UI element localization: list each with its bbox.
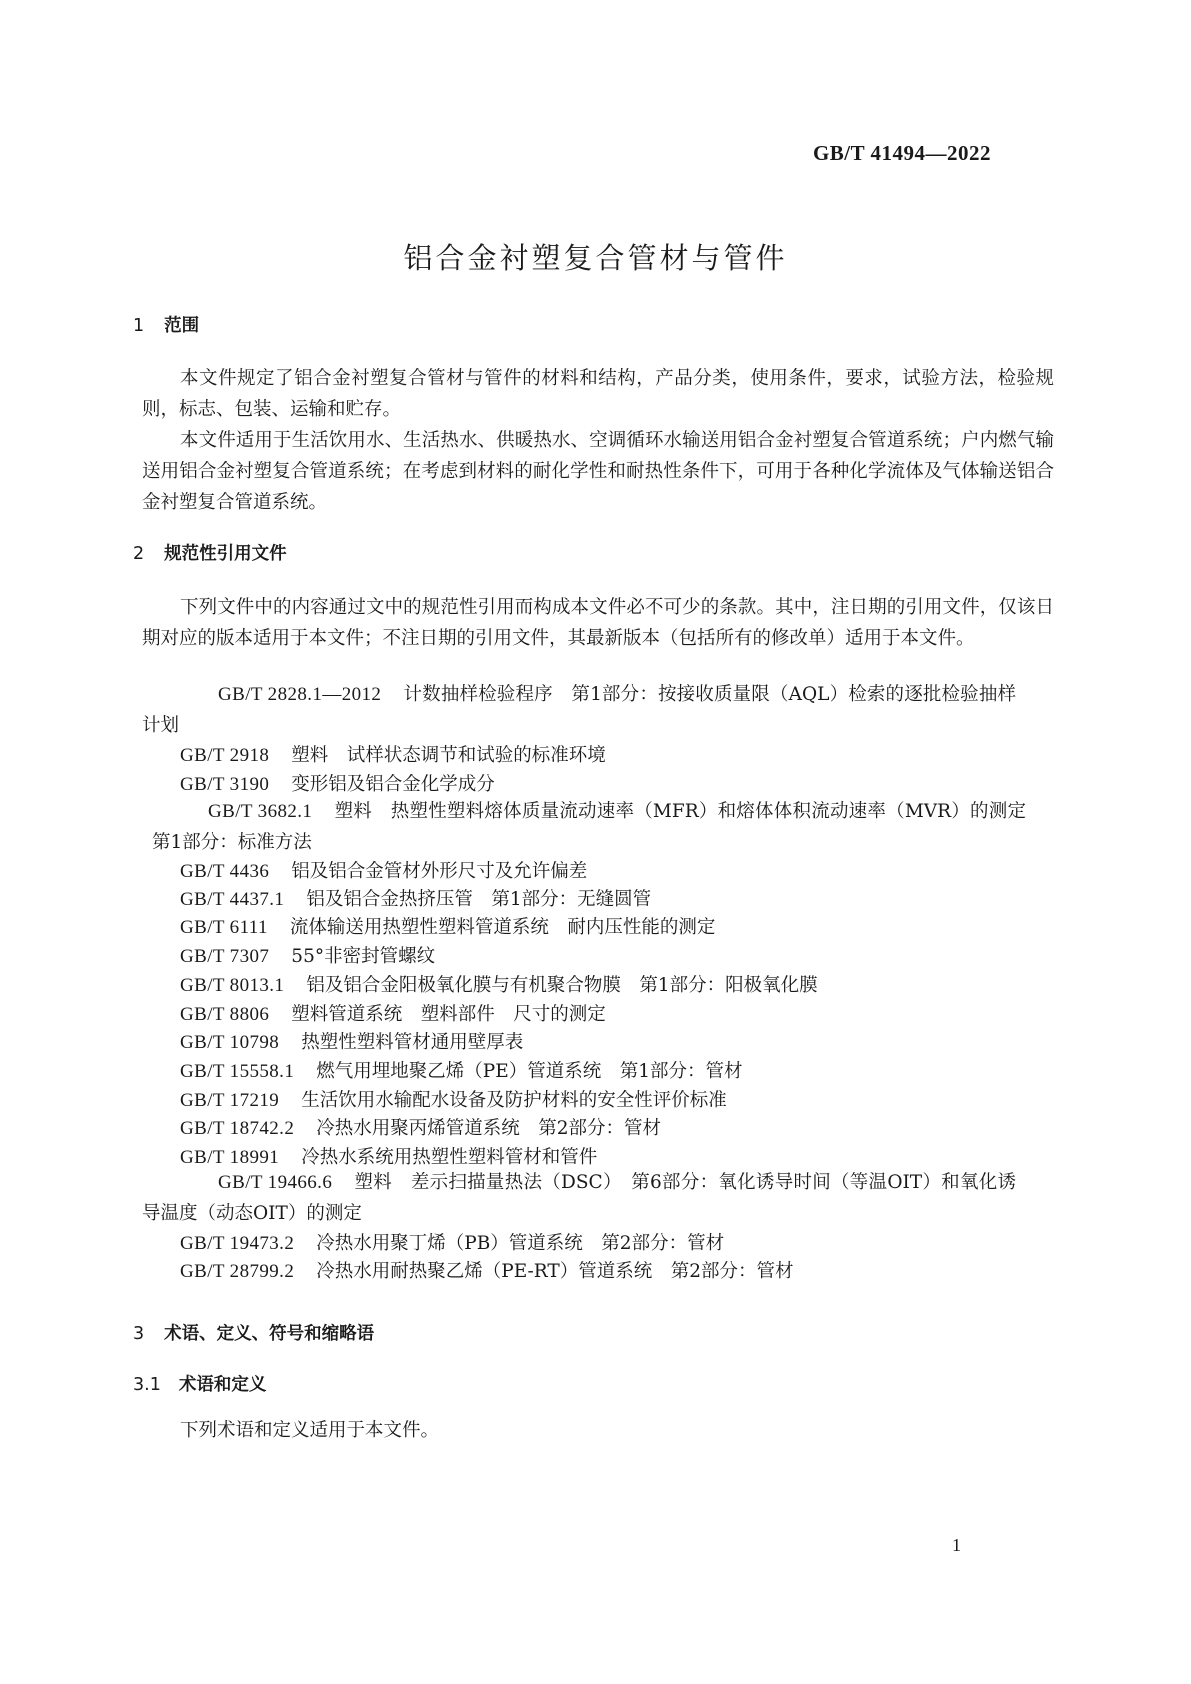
reference-item <box>180 971 818 1002</box>
section-number: 3 <box>133 1324 145 1344</box>
reference-code: GB/T 2828.1—2012 <box>218 684 382 705</box>
reference-code: GB/T 3682.1 <box>208 801 313 822</box>
scope-paragraph-1: 本文件规定了铝合金衬塑复合管材与管件的材料和结构，产品分类，使用条件，要求，试验方法，检验规则，标志、包装、运输和贮存。 <box>142 368 1054 420</box>
reference-item <box>142 1168 1016 1230</box>
reference-item <box>180 1086 727 1117</box>
reference-title: 变形铝及铝合金化学成分 <box>291 774 495 795</box>
section-title: 术语、定义、符号和缩略语 <box>164 1324 375 1344</box>
reference-code: GB/T 19473.2 <box>180 1233 295 1254</box>
reference-code: GB/T 6111 <box>180 917 268 938</box>
reference-title: 生活饮用水输配水设备及防护材料的安全性评价标准 <box>301 1090 727 1111</box>
reference-code: GB/T 18742.2 <box>180 1118 295 1139</box>
reference-title: 冷热水用聚丁烯（PB）管道系统 第2部分：管材 <box>316 1233 725 1254</box>
page-number: 1 <box>952 1535 961 1555</box>
reference-title: 塑料 试样状态调节和试验的标准环境 <box>291 745 606 766</box>
reference-item <box>180 913 715 944</box>
reference-title: 冷热水用聚丙烯管道系统 第2部分：管材 <box>316 1118 662 1139</box>
standard-number: GB/T 41494—2022 <box>812 141 991 165</box>
section-2-heading <box>133 540 287 565</box>
reference-title: 热塑性塑料管材通用壁厚表 <box>301 1032 524 1053</box>
reference-title: 计数抽样检验程序 第1部分：按接收质量限（AQL）检索的逐批检验抽样计划 <box>142 684 1016 736</box>
reference-code: GB/T 19466.6 <box>218 1172 333 1193</box>
reference-title: 塑料 差示扫描量热法（DSC） 第6部分：氧化诱导时间（等温OIT）和氧化诱导温度（动态OIT）的测定 <box>142 1172 1016 1224</box>
reference-code: GB/T 2918 <box>180 745 270 766</box>
reference-item <box>180 741 606 772</box>
reference-code: GB/T 10798 <box>180 1032 280 1053</box>
section-title: 规范性引用文件 <box>164 544 287 564</box>
section-1-heading <box>133 312 199 337</box>
reference-item <box>180 1257 794 1288</box>
reference-item <box>180 1114 661 1145</box>
scope-paragraph-2: 本文件适用于生活饮用水、生活热水、供暖热水、空调循环水输送用铝合金衬塑复合管道系统；户内燃气输送用铝合金衬塑复合管道系统；在考虑到材料的耐化学性和耐热性条件下，可用于各种化学流体及气体输送铝合金衬塑复合管道系统。 <box>142 430 1054 513</box>
reference-title: 塑料 热塑性塑料熔体质量流动速率（MFR）和熔体体积流动速率（MVR）的测定 第1部分：标准方法 <box>152 801 1045 853</box>
reference-item <box>180 885 651 916</box>
reference-code: GB/T 7307 <box>180 946 270 967</box>
reference-code: GB/T 8806 <box>180 1004 270 1025</box>
reference-title: 铝及铝合金热挤压管 第1部分：无缝圆管 <box>306 889 652 910</box>
reference-item <box>180 1000 606 1031</box>
section-title: 范围 <box>164 316 200 336</box>
section-number: 2 <box>133 544 145 564</box>
reference-code: GB/T 18991 <box>180 1147 280 1168</box>
document-title: 铝合金衬塑复合管材与管件 <box>403 241 788 275</box>
reference-code: GB/T 4436 <box>180 861 270 882</box>
reference-title: 流体输送用热塑性塑料管道系统 耐内压性能的测定 <box>289 917 716 938</box>
reference-title: 55°非密封管螺纹 <box>291 946 436 967</box>
reference-item <box>152 797 1045 859</box>
reference-code: GB/T 15558.1 <box>180 1061 295 1082</box>
reference-title: 燃气用埋地聚乙烯（PE）管道系统 第1部分：管材 <box>316 1061 743 1082</box>
references-intro: 下列文件中的内容通过文中的规范性引用而构成本文件必不可少的条款。其中，注日期的引用文件，仅该日期对应的版本适用于本文件；不注日期的引用文件，其最新版本（包括所有的修改单）适用于本文件。 <box>142 597 1054 649</box>
reference-title: 铝及铝合金管材外形尺寸及允许偏差 <box>291 861 588 882</box>
reference-title: 冷热水用耐热聚乙烯（PE-RT）管道系统 第2部分：管材 <box>316 1261 794 1282</box>
terms-paragraph: 下列术语和定义适用于本文件。 <box>180 1420 440 1441</box>
reference-title: 冷热水系统用热塑性塑料管材和管件 <box>301 1147 598 1168</box>
reference-code: GB/T 28799.2 <box>180 1261 295 1282</box>
reference-item <box>180 942 435 973</box>
reference-code: GB/T 3190 <box>180 774 270 795</box>
section-3-heading <box>133 1320 374 1345</box>
reference-code: GB/T 8013.1 <box>180 975 285 996</box>
reference-item <box>142 680 1016 742</box>
reference-title: 铝及铝合金阳极氧化膜与有机聚合物膜 第1部分：阳极氧化膜 <box>306 975 818 996</box>
section-number: 1 <box>133 316 145 336</box>
reference-item <box>180 1057 742 1088</box>
reference-item <box>180 857 587 888</box>
subsection-number: 3.1 <box>133 1375 161 1395</box>
subsection-3-1-heading <box>133 1371 266 1396</box>
reference-item <box>180 1229 724 1260</box>
reference-code: GB/T 4437.1 <box>180 889 285 910</box>
reference-title: 塑料管道系统 塑料部件 尺寸的测定 <box>291 1004 606 1025</box>
subsection-title: 术语和定义 <box>178 1375 267 1395</box>
reference-code: GB/T 17219 <box>180 1090 280 1111</box>
reference-item <box>180 1028 523 1059</box>
